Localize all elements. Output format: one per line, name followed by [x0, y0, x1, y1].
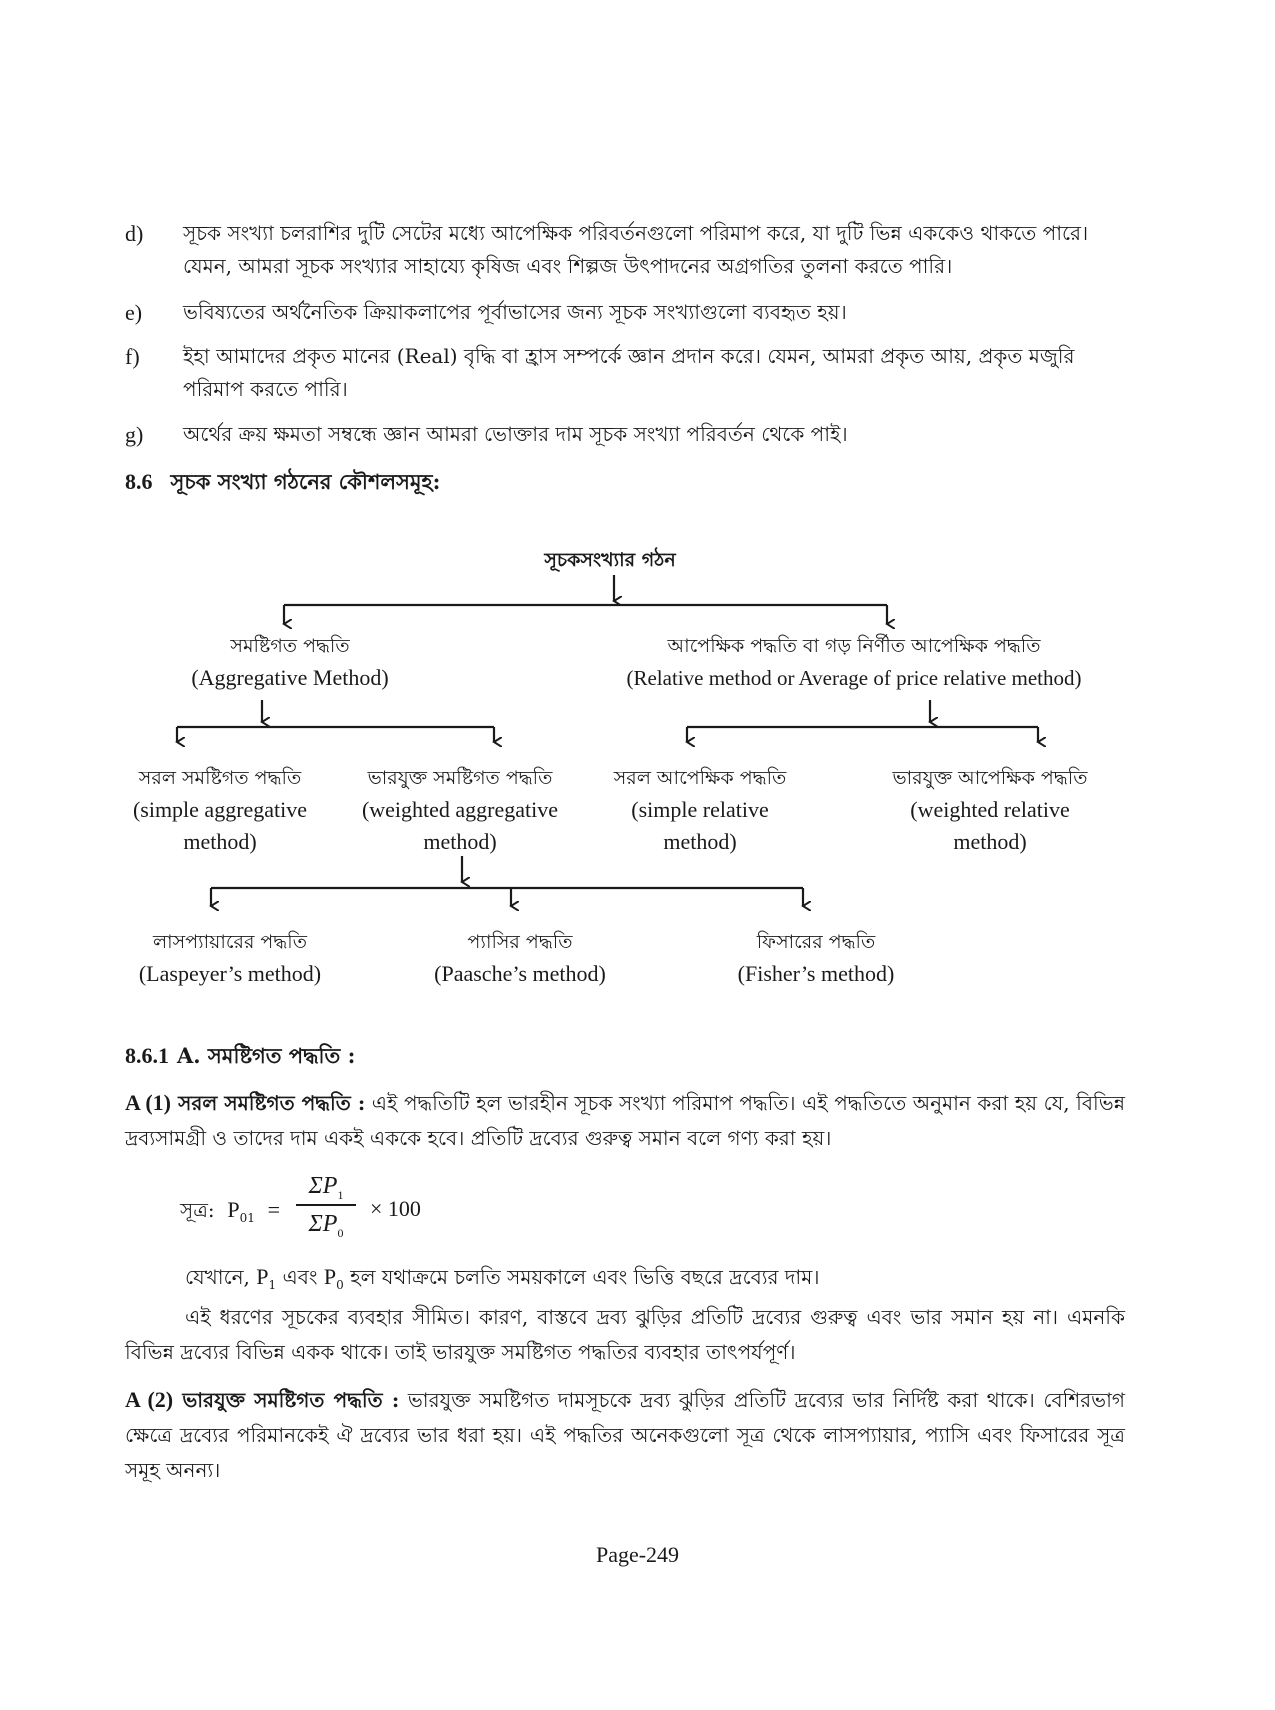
paragraph-limitation: এই ধরণের সূচকের ব্যবহার সীমিত। কারণ, বাস্তবে দ্রব্য ঝুড়ির প্রতিটি দ্রব্যের গুরুত্ব এবং ভার সমান হয় না। এমনকি বিভিন্ন দ্রব্যের বিভিন্ন একক থাকে। তাই ভারযুক্ত সমষ্টিগত পদ্ধতির ব্যবহার তাৎপর্যপূর্ণ। — [125, 1305, 1125, 1364]
fisher-node: ফিসারের পদ্ধতি (Fisher’s method) — [737, 931, 895, 986]
simple-relative-node: সরল আপেক্ষিক পদ্ধতি (simple relative method) — [613, 767, 787, 854]
paasche-node: প্যাসির পদ্ধতি (Paasche’s method) — [434, 931, 606, 986]
list-text: অর্থের ক্রয় ক্ষমতা সম্বন্ধে জ্ঞান আমরা ভোক্তার দাম সূচক সংখ্যা পরিবর্তন থেকে পাই। — [183, 422, 848, 446]
paragraph-a1-text: এই পদ্ধতিটি হল ভারহীন সূচক সংখ্যা পরিমাপ পদ্ধতি। এই পদ্ধতিতে অনুমান করা হয় যে, বিভিন্ন দ্রব্যসামগ্রী ও তাদের দাম একই এককে হবে। প্রতিটি দ্রব্যের গুরুত্ব সমান বলে গণ্য করা হয়। — [125, 1091, 1126, 1150]
paragraph-a1-tag: A (1) সরল সমষ্টিগত পদ্ধতি : — [125, 1090, 366, 1115]
subsection-title: A. সমষ্টিগত পদ্ধতি : — [177, 1043, 356, 1068]
page-number: Page-249 — [595, 1542, 680, 1567]
list-item-e — [125, 296, 1125, 329]
list-item-f — [125, 340, 1125, 406]
formula-fraction: $\Sigma P_1$ $\Sigma P_0$ — [296, 1168, 356, 1242]
formula-multiplier: × 100 — [370, 1196, 421, 1221]
list-label: d) — [125, 221, 144, 246]
paragraph-a2-tag: A (2) ভারযুক্ত সমষ্টিগত পদ্ধতি : — [125, 1387, 400, 1412]
list-item-d — [125, 217, 1125, 283]
weighted-aggregative-node: ভারযুক্ত সমষ্টিগত পদ্ধতি (weighted aggregative method) — [361, 767, 559, 854]
section-title: সূচক সংখ্যা গঠনের কৌশলসমূহ: — [170, 469, 441, 494]
aggregative-node: সমষ্টিগত পদ্ধতি (Aggregative Method) — [191, 635, 389, 690]
relative-node: আপেক্ষিক পদ্ধতি বা গড় নির্ণীত আপেক্ষিক পদ্ধতি (Relative method or Average of price relative method) — [626, 635, 1082, 690]
list-text: ইহা আমাদের প্রকৃত মানের (Real) বৃদ্ধি বা হ্রাস সম্পর্কে জ্ঞান প্রদান করে। যেমন, আমরা প্রকৃত আয়, প্রকৃত মজুরি পরিমাপ করতে পারি। — [183, 344, 1075, 401]
paragraph-a2-text: ভারযুক্ত সমষ্টিগত দামসূচকে দ্রব্য ঝুড়ির প্রতিটি দ্রব্যের ভার নির্দিষ্ট করা থাকে। বেশিরভাগ ক্ষেত্রে দ্রব্যের পরিমানকেই ঐ দ্রব্যের ভার ধরা হয়। এই পদ্ধতির অনেকগুলো সূত্র থেকে লাসপ্যায়ার, প্যাসি এবং ফিসারের সূত্র সমূহ অনন্য। — [125, 1388, 1125, 1482]
weighted-relative-node: ভারযুক্ত আপেক্ষিক পদ্ধতি (weighted relative method) — [892, 767, 1088, 854]
diagram-root: সূচকসংখ্যার গঠন — [544, 549, 676, 571]
formula-where-line: যেখানে, $P_1$ এবং $P_0$ হল যথাক্রমে চলতি সময়কালে এবং ভিত্তি বছরে দ্রব্যের দাম। — [185, 1264, 820, 1292]
list-label: e) — [125, 300, 143, 325]
list-item-g — [125, 418, 1125, 451]
section-heading — [125, 466, 440, 501]
section-number: 8.6 — [125, 469, 153, 494]
subsection-number: 8.6.1 — [125, 1043, 169, 1068]
list-text: ভবিষ্যতের অর্থনৈতিক ক্রিয়াকলাপের পূর্বাভাসের জন্য সূচক সংখ্যাগুলো ব্যবহৃত হয়। — [183, 300, 847, 324]
paragraph-a1 — [125, 1085, 1125, 1156]
formula-label: সূত্র: $P_{01}$ = — [180, 1197, 281, 1225]
laspeyer-node: লাসপ্যায়ারের পদ্ধতি (Laspeyer’s method) — [138, 931, 322, 986]
paragraph-a2 — [125, 1382, 1125, 1488]
list-label: f) — [125, 344, 140, 369]
simple-aggregative-node: সরল সমষ্টিগত পদ্ধতি (simple aggregative method) — [132, 767, 308, 854]
subsection-heading — [125, 1040, 355, 1075]
list-label: g) — [125, 422, 144, 447]
list-text: সূচক সংখ্যা চলরাশির দুটি সেটের মধ্যে আপেক্ষিক পরিবর্তনগুলো পরিমাপ করে, যা দুটি ভিন্ন এককেও থাকতে পারে। যেমন, আমরা সূচক সংখ্যার সাহায্যে কৃষিজ এবং শিল্পজ উৎপাদনের অগ্রগতির তুলনা করতে পারি। — [183, 221, 1089, 278]
